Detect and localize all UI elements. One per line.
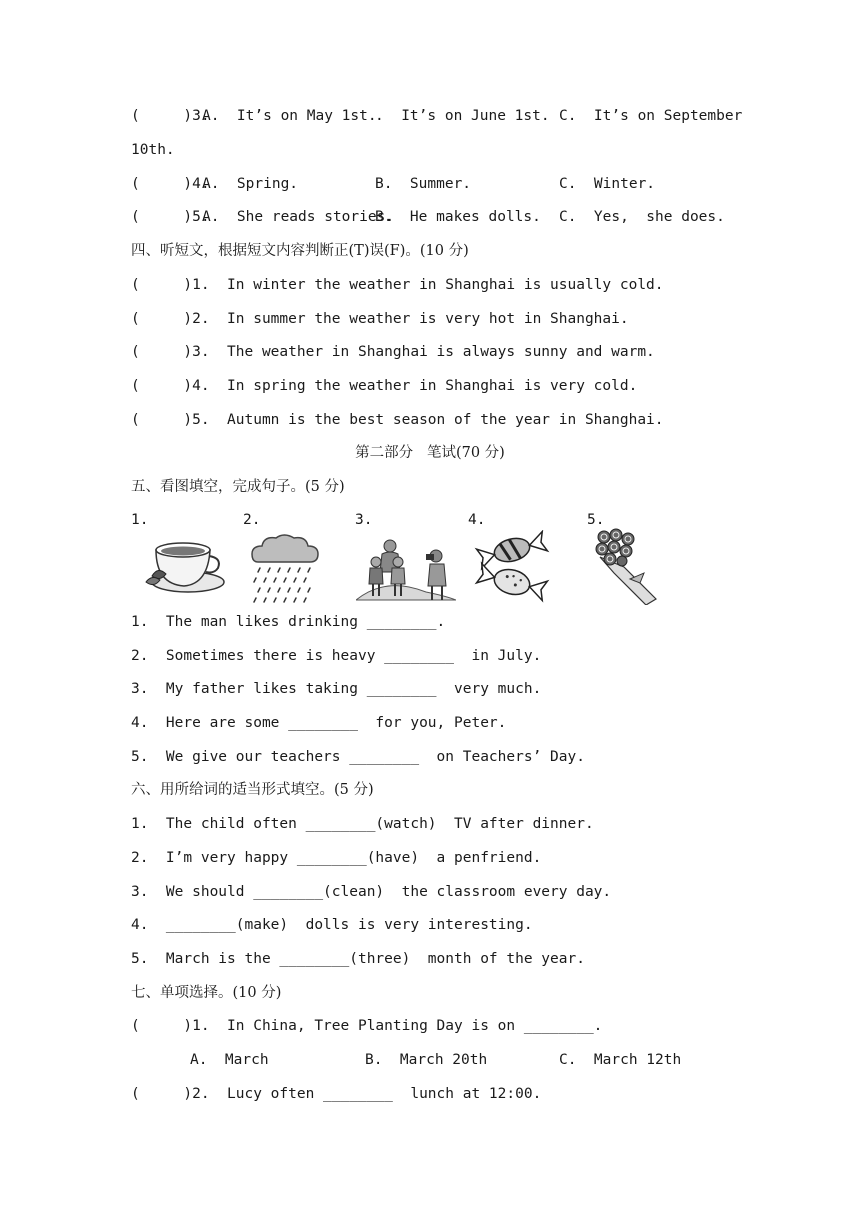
- question-5-option-b: B. He makes dolls.: [375, 209, 541, 225]
- picture-number-2: 2.: [243, 512, 261, 528]
- question-4-option-a: A. Spring.: [202, 176, 299, 192]
- question-3-paren: ( )3.: [131, 108, 210, 124]
- section-6-item: 4. ________(make) dolls is very interesting.: [131, 917, 533, 933]
- question-5-option-a: A. She reads stories.: [202, 209, 395, 225]
- family-photo-icon: [356, 536, 456, 602]
- section-4-item: ( )3. The weather in Shanghai is always sunny and warm.: [131, 344, 655, 360]
- question-4-paren: ( )4.: [131, 176, 210, 192]
- section-4-item: ( )1. In winter the weather in Shanghai is usually cold.: [131, 277, 664, 293]
- section-6-item: 5. March is the ________(three) month of the year.: [131, 951, 585, 967]
- section-7-question-1: ( )1. In China, Tree Planting Day is on ________.: [131, 1018, 603, 1034]
- section-5-title: 五、看图填空，完成句子。(5 分): [131, 479, 345, 495]
- rain-cloud-icon: [248, 532, 322, 604]
- section-5-item: 3. My father likes taking ________ very much.: [131, 681, 542, 697]
- question-3-option-c-continuation: 10th.: [131, 142, 175, 158]
- section-6-item: 2. I’m very happy ________(have) a penfriend.: [131, 850, 542, 866]
- section-7-q1-option-a: A. March: [190, 1052, 269, 1068]
- picture-number-3: 3.: [355, 512, 373, 528]
- picture-number-4: 4.: [468, 512, 486, 528]
- question-4-option-b: B. Summer.: [375, 176, 472, 192]
- section-4-item: ( )4. In spring the weather in Shanghai is very cold.: [131, 378, 638, 394]
- section-4-item: ( )2. In summer the weather is very hot in Shanghai.: [131, 311, 629, 327]
- section-7-q1-option-c: C. March 12th: [559, 1052, 682, 1068]
- question-3-option-b: . It’s on June 1st.: [375, 108, 550, 124]
- section-6-title: 六、用所给词的适当形式填空。(5 分): [131, 782, 374, 798]
- picture-number-1: 1.: [131, 512, 149, 528]
- section-4-item: ( )5. Autumn is the best season of the year in Shanghai.: [131, 412, 664, 428]
- picture-number-5: 5.: [587, 512, 605, 528]
- question-5-option-c: C. Yes, she does.: [559, 209, 725, 225]
- question-4-option-c: C. Winter.: [559, 176, 656, 192]
- question-5-paren: ( )5.: [131, 209, 210, 225]
- section-6-item: 3. We should ________(clean) the classroom every day.: [131, 884, 612, 900]
- section-4-title: 四、听短文，根据短文内容判断正(T)误(F)。(10 分): [131, 243, 469, 259]
- part-2-title: 第二部分 笔试(70 分): [355, 445, 505, 461]
- tea-cup-icon: [138, 532, 228, 598]
- section-5-item: 1. The man likes drinking ________.: [131, 614, 446, 630]
- flower-bouquet-icon: [594, 527, 664, 605]
- question-3-option-c: C. It’s on September: [559, 108, 743, 124]
- section-7-question-2: ( )2. Lucy often ________ lunch at 12:00.: [131, 1086, 542, 1102]
- section-5-item: 5. We give our teachers ________ on Teachers’ Day.: [131, 749, 585, 765]
- section-6-item: 1. The child often ________(watch) TV after dinner.: [131, 816, 594, 832]
- section-7-title: 七、单项选择。(10 分): [131, 985, 282, 1001]
- section-7-q1-option-b: B. March 20th: [365, 1052, 488, 1068]
- question-3-option-a: A. It’s on May 1st.: [202, 108, 377, 124]
- candy-icon: [472, 530, 552, 604]
- section-5-item: 4. Here are some ________ for you, Peter.: [131, 715, 507, 731]
- section-5-item: 2. Sometimes there is heavy ________ in July.: [131, 648, 542, 664]
